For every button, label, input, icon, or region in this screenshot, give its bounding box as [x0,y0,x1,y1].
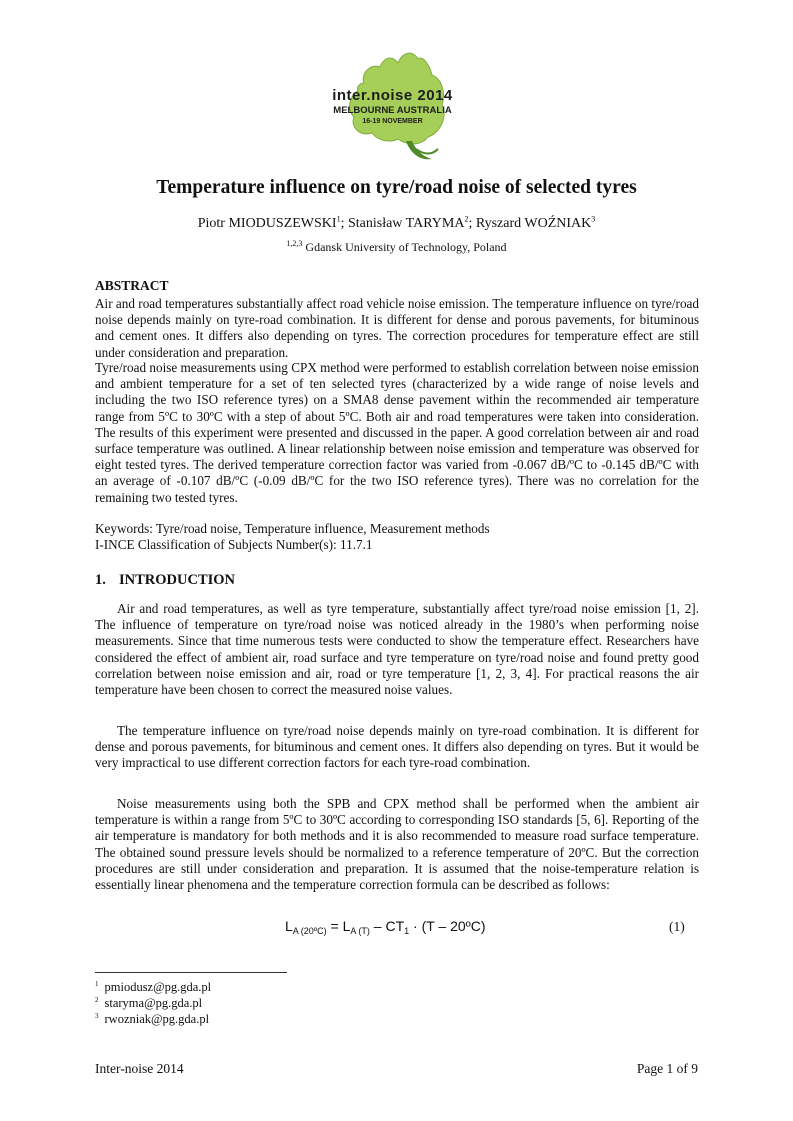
conference-logo [320,45,465,170]
author-name: Piotr MIODUSZEWSKI [197,216,337,231]
equation-1: $L_{A (20ºC)} = L_{A (T)} - CT_1 \cdot (T$ – 20ºC) [285,918,486,936]
intro-paragraph-2: The temperature influence on tyre/road noise depends mainly on tyre-road combination. It is different for dense and porous pavements, for bituminous and cement ones. It differs also depending on tyres. But it would be very impractical to use different correction factors for each tyre-road combination. [95,723,699,771]
author-name: Ryszard WOŹNIAK [475,216,592,231]
classification: I-INCE Classification of Subjects Number(s): 11.7.1 [95,537,373,552]
affiliation-text: Gdansk University of Technology, Poland [302,240,507,254]
abstract-heading: ABSTRACT [95,278,169,293]
author-affil-mark: 1 [336,214,341,224]
footer-page-number: Page 1 of 9 [636,1061,698,1076]
footnote: $^3$ rwozniak@pg.gda.pl [95,1011,210,1026]
author-affil-mark: 2 [464,214,469,224]
abstract-paragraph-2: Tyre/road noise measurements using CPX method were performed to establish correlation between noise emission and ambient temperature for a set of ten selected tyres (characterized by a wide range of noise levels and including the two ISO reference tyres) on a SMA8 dense pavement within the recommended air temperature range from 5ºC to 30ºC with a step of about 5ºC. Both air and road temperatures were taken into consideration. The results of this experiment were presented and discussed in the paper. A good correlation between air and road surface temperature was outlined. A linear relationship between noise emission and temperature was observed for eight tested tyres. The derived temperature correction factor was varied from -0.067 dB/ºC to -0.145 dB/ºC with an average of -0.107 dB/ºC (-0.09 dB/ºC for the two ISO reference tyres). There was no correlation for the remaining two tested tyres. [95,360,699,505]
author-list: Piotr MIODUSZEWSKI$^1$; Stanisław TARYMA$^2$; Ryszard WOŹNIAK$^3$ [197,214,596,231]
logo-location: MELBOURNE AUSTRALIA [333,105,452,116]
footnote-divider [95,972,287,973]
section-number: 1. [95,572,106,588]
intro-paragraph-3: Noise measurements using both the SPB and CPX method shall be performed when the ambient air temperature is within a range from 5ºC to 30ºC according to corresponding ISO standards [5, 6]. Reporting of the air temperature is mandatory for both methods and it is also recommended to measure road surface temperature. The obtained sound pressure levels should be normalized to a reference temperature of 20ºC. But the correction procedures are still under consideration and preparation. It is assumed that the noise-temperature relation is essentially linear phenomena and the temperature correction formula can be described as follows: [95,796,699,893]
abstract-paragraph-1: Air and road temperatures substantially affect road vehicle noise emission. The temperature influence on tyre/road noise depends mainly on tyre-road combination. It is different for dense and porous pavements, for bituminous and cement ones. It differs also depending on tyres. The correction procedures for temperature effect are still under consideration and preparation. [95,296,699,360]
footnote: $^1$ pmiodusz@pg.gda.pl [95,979,212,994]
section-title: INTRODUCTION [119,572,236,588]
footer-conference: Inter-noise 2014 [95,1061,184,1076]
footnote: $^2$ staryma@pg.gda.pl [95,995,203,1010]
keywords: Keywords: Tyre/road noise, Temperature influence, Measurement methods [95,521,490,536]
author-affil-mark: 3 [591,214,596,224]
author-name: Stanisław TARYMA [347,216,465,231]
section-heading [95,572,235,589]
affiliation-marks: 1,2,3 [286,239,303,248]
intro-paragraph-1: Air and road temperatures, as well as tyre temperature, substantially affect tyre/road noise emission [1, 2]. The influence of temperature on tyre/road noise was noticed already in the 1980’s when performing noise measurements. Since that time numerous tests were conducted to show the temperature effect. Researchers have considered the effect of ambient air, road surface and tyre temperature on tyre/road noise and found pretty good correlation between noise emission and air, road or tyre temperature [1, 2, 3, 4]. For practical reasons the air temperature have been chosen to correct the measured noise values. [95,601,699,698]
affiliation [0,240,793,255]
logo-title: inter.noise 2014 [332,87,453,104]
paper-title: Temperature influence on tyre/road noise of selected tyres [156,177,637,198]
equation-number: (1) [669,919,685,934]
logo-dates: 16-19 NOVEMBER [362,118,423,125]
